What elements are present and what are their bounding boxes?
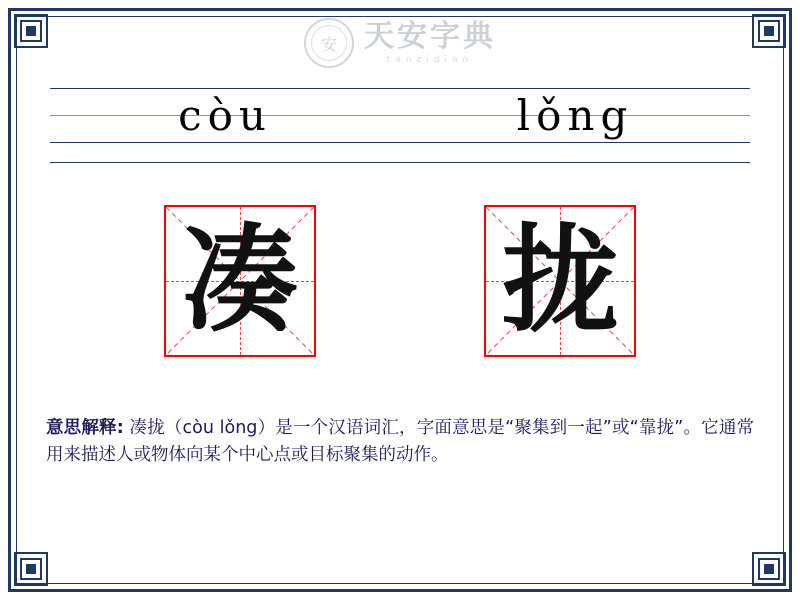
character-glyph-cou: 凑	[182, 213, 298, 348]
staff-line-4	[50, 162, 750, 163]
brand-title: 天安字典	[364, 18, 496, 54]
staff-line-1	[50, 88, 750, 89]
character-box-long	[484, 205, 636, 357]
character-grid-row	[0, 205, 800, 357]
explanation-paragraph	[46, 415, 754, 469]
pinyin-second: lǒng	[516, 91, 634, 140]
corner-ornament-bottom-left	[14, 552, 48, 586]
character-box-cou	[164, 205, 316, 357]
explanation-label: 意思解释:	[46, 418, 124, 438]
seal-icon	[304, 18, 354, 68]
brand-logo	[0, 18, 800, 68]
staff-line-3	[50, 142, 750, 143]
pinyin-row	[50, 90, 750, 142]
seal-icon-label: 安	[311, 25, 347, 61]
pinyin-staff	[50, 88, 750, 168]
brand-text	[364, 18, 496, 65]
corner-ornament-bottom-right	[752, 552, 786, 586]
character-glyph-long: 拢	[502, 213, 618, 348]
explanation-text: 凑拢（còu lǒng）是一个汉语词汇，字面意思是“聚集到一起”或“靠拢”。它通常用来描述人或物体向某个中心点或目标聚集的动作。	[46, 418, 755, 466]
brand-subtitle: tanzidian	[386, 54, 474, 65]
pinyin-first: còu	[178, 91, 272, 140]
